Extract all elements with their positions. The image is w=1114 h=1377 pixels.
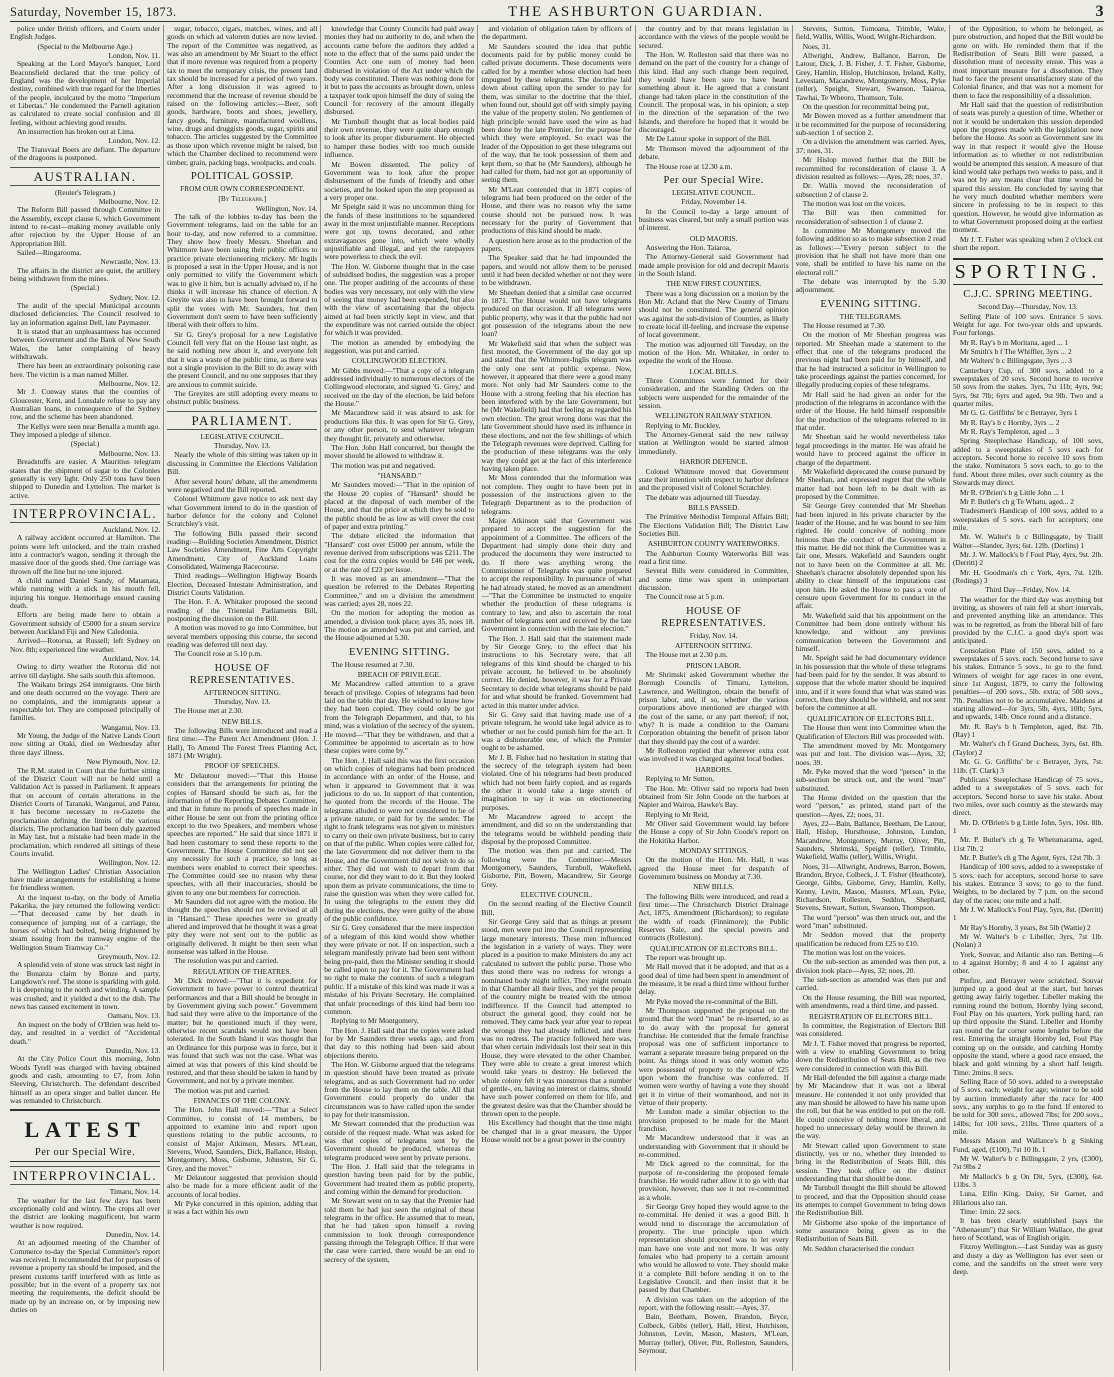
col1-dateline: Auckland, Nov. 14.	[102, 654, 161, 664]
col7-result: Mr W. Walter's b c Billingsgate, 2 yrs, (£300), 7st 9lbs 2	[952, 1153, 1103, 1172]
col1-intro: police under British officers, and Courts under English Judges.	[10, 25, 161, 42]
col6-paragraph: In committee, the Registration of Electors Bill was considered.	[795, 1020, 946, 1039]
col5-paragraph: Mr Lundon made a similar objection to the provision proposed to be made for the Maori franchise.	[638, 1107, 789, 1133]
col2-subhead: PROOF OF SPEECHES.	[204, 761, 280, 771]
col7-result: Mr R. Ray's b m Moritana, aged ... 1	[959, 337, 1069, 347]
col7-paragraph: Selling Race of 50 sovs. added to a sweepstake of 5 sovs. each; weight for age; winner to be sold by auction immediately after the race for 400 sovs., any surplus to go to the fund. If entered to be sold for 300 sovs., allowed 7lbs; for 200 sovs., 14lbs; for 100 sovs., 21lbs. Three quarters of a mile.	[952, 1076, 1103, 1136]
col1-dateline: Sydney, Nov. 12.	[109, 292, 161, 302]
col7-result: Mr. J. W. Mallock's b f Foul Play, 4yrs, 9st. 2lb. (Derritt) 2	[952, 549, 1103, 568]
col6-paragraph: Mr Hall defended the bill against a charge made by Mr Macandrew that it was not a liberal measure. He contended it not only provided that any man should be allowed to have his name upon the roll, but that he was entitled to put on the roll. He could conceive of nothing more liberal, and hoped no unnecessary delay would be thrown in the way.	[795, 1072, 946, 1141]
masthead-rule	[10, 21, 1104, 22]
col3-paragraph: The House resumed at 7.30.	[331, 659, 415, 669]
col1-paragraph: The affairs in the district are quiet, the artillery being withdrawn from the mines.	[10, 265, 161, 283]
col7-result: Mr. P. Butler's ch g The Agent, 6yrs, 12st 7lb. 3	[959, 852, 1101, 862]
house-reps-heading-2: HOUSE OF REPRESENTATIVES.	[661, 605, 767, 629]
col1-paragraph: Arrived—Rotorua, at Russell; left Sydney on Nov. 8th; experienced fine weather.	[10, 636, 161, 654]
col7-result: Mr. Walter's ch f Grand Duchess, 3yrs, 6st. 8lb. (Taylor) 2	[952, 739, 1103, 757]
col1-dateline: Dunedin, Nov. 14.	[105, 1229, 161, 1239]
col7-result: Mr P. Butler's ch g Te Whatu, aged... 2	[959, 496, 1074, 506]
col2-subhead: LEGISLATIVE COUNCIL.	[200, 431, 284, 441]
col5-paragraph: The motion was adjourned till Tuesday, on the motion of the Hon. Mr. Whitaker, in order to expedite the work of the House.	[638, 339, 789, 366]
col1-paragraph: The Wellington Ladies' Christian Association have made arrangements for establishing a home for friendless women.	[10, 866, 161, 893]
col5-subhead: LOCAL BILLS.	[689, 366, 738, 376]
col7-paragraph: It has been clearly established (says the "Athenaeum") that Sir William Wallace, the great hero of Scotland, was of English origin.	[952, 1216, 1103, 1243]
col3-paragraph: The Hon. J. Hall said that the telegrams in question having been paid for by the public, Government had treated them as public property, and coming within the demand for production.	[324, 1162, 475, 1197]
col6-subhead: QUALIFICATION OF ELECTORS BILL.	[807, 713, 935, 723]
col6-paragraph: Mr. Seddon characterised the conduct	[802, 1243, 915, 1253]
col1-paragraph: It is stated that an unpleasantness has occurred between Government and the Bank of New South Wales, the latter complaining of heavy withdrawals.	[10, 327, 161, 362]
col7-result: Mr J. W. Mallock's Foul Play, 5yrs, 8st. (Derritt) 1	[952, 905, 1103, 923]
col5-paragraph: Bain, Beetham, Bowen, Brandon, Bryce, Colbeck, Gibbs (teller), Hall, Hirst, Hutchison, Johnston, Levin, Mason, Masters, M'Lean, Murray (teller), Oliver, Pitt, Rolleston, Saunders, Seymour,	[638, 1312, 789, 1355]
col4-paragraph: Mr Sheehan denied that a similar case occurred in 1871. The House would not have telegrams produced on that occasion. If all telegrams were public property, why was it that the public had not got possession of the telegrams about the new loan?	[481, 287, 632, 339]
col2-paragraph: Mr Pyke concurred in this opinion, adding that it was a fact within his own	[167, 1199, 318, 1217]
col6-paragraph: The House resumed at 7.30.	[802, 321, 886, 330]
col5-paragraph: The Ashburton County Waterworks Bill was read a first time.	[638, 548, 789, 566]
col5-paragraph: Mr Shrimski asked Government whether the Borough Councils of Timaru, Lyttelton, Lawrence, and Wellington, obtain the benefit of prison labor, and, if so, whether the various corporations above mentioned are charged with the cost of the same, or any part thereof; if not, why? It is made a condition to the Oamaru Corporation obtaining the benefit of prison labor that they should pay the cost of a warder.	[638, 670, 789, 746]
col5-paragraph: Mr Rolleston replied that wherever extra cost was involved it was charged against local bodies.	[638, 746, 789, 764]
col7-paragraph: Spring Steeplechase Handicap, of 100 sovs, added to a sweepstakes of 5 sovs each for acceptors. Second horse to receive 10 sovs from the stake. Nominators 5 sovs each, to go to the fund. About three miles, over such country as the Stewards may direct.	[952, 436, 1103, 488]
col5-subhead: WELLINGTON RAILWAY STATION.	[655, 411, 773, 421]
col4-subhead: ELECTIVE COUNCIL.	[520, 890, 593, 900]
col7-result: Mr Smith's b f The Whiffler, 3yrs ... 2	[959, 347, 1072, 356]
col5-subhead: NEW BILLS.	[693, 882, 735, 892]
col6-paragraph: The House then went into Committee when the Qualification of Electors Bill was proceeded with.	[795, 723, 946, 741]
col7-paragraph: Mr Hall said that the question of redistribution of seats was purely a question of time. Whether or not it would be undertaken this session depended upon the progress made with the legislation now before the House. As soon as Government saw its way in that respect it would give the House information as to whether or not redistribution would be attempted this session. A measure of that kind would take perhaps two weeks to pass, and it was not by any means clear that time would be spared this session. He concluded by saying that he very much doubted whether members were sincere in professing to be in respect to this question. However, he would give information as to what Government proposed doing at the earliest moment.	[952, 100, 1103, 235]
col5-date: Friday, November 14.	[681, 197, 747, 207]
col5-subhead: OLD MAORIS.	[689, 233, 738, 243]
col7-paragraph: Consolation Plate of 150 sovs, added to a sweepstakes of 5 sovs. each. Second horse to save his stakes. Entrance 5 sovs., to go to the fund. Winners of weight for age races in one event, since 1st August, 1879, to carry the following penalties—of 200 sovs., 5lb. extra; of 500 sovs., 7lb. Penalties not to be accumulative. Maidens at starting allowed—for 3yrs, 5lb, 4yrs, 10lb; 5yrs, and upwards, 14lb. Once round and a distance.	[952, 645, 1103, 722]
col2-subhead: FINANCES OF THE COLONY.	[193, 1095, 291, 1105]
col7-paragraph: The weather for the third day was anything but inviting, as showers of rain fell at short intervals, and prevented anything like an attendance. This was to be regretted, as from the liberal bill of fare provided by the C.J.C. a good day's sport was anticipated.	[952, 594, 1103, 646]
col4-paragraph: Sir George Grey said that as things at present stood, men were put into the Council representing large monetary interests. These men influenced the legislation in a variety of ways. They were placed in a position to make Ministers do any act calculated to subvert the public purse. Those who thus stood there was no redress for wrongs a nominated body might inflict. They might remain in that Chamber all their lives, and yet the people of the country might be treated with the utmost indifference. If the Council had attempted to obstruct the general good, they could not be removed. They came back year after year to repeat the wrongs they had already inflicted, and there was no redress. The practice followed here was, that when certain individuals lost their seat in this House, they were elevated to the other Chamber. They were able to create a great interest which would take years to destroy. He believed the whole colony felt it was monstrous that a number of gentle-, en, having no interest or claims, should have such power conferred on them for life, and the greatest desire was that the Chamber should be thrown open to the people.	[481, 917, 632, 1118]
col7-result: Mr. R. Ray's b h Templeton, aged, 8st. 7lb. (Ray) 1	[952, 721, 1103, 740]
per-special-wire-heading: Per our Special Wire.	[34, 1147, 136, 1159]
parliament-heading: PARLIAMENT.	[167, 411, 317, 430]
col1-dateline: Newcastle, Nov. 13.	[100, 257, 161, 267]
column-1	[10, 25, 164, 1371]
col1-dateline: Timaru, Nov. 14.	[109, 1187, 161, 1197]
col7-paragraph: Tradesmen's Handicap of 100 sovs, added to a sweepstakes of 5 sovs. each for acceptors; one mile.	[952, 506, 1103, 532]
col1-paragraph: The Reform Bill passed through Committee in the Assembly, except clause 6, which Government intend to re-cast—making money available only after rejection by the Upper House of an Appropriation Bill.	[10, 205, 161, 248]
col6-paragraph: Noes, 31—Allwright, Andrews, Barron, Bowen, Brandon, Bryce, Colbeck, J. T. Fisher (Heathcote), George, Gibbs, Gisborne, Grey, Hamlin, Kelly, Kenny, Levin, Mason, Masters, M'Lean, Pyke, Richardson, Rolleston, Seddon, Shephard, Stevens, Stewart, Sutton, Swanson, Thompson.	[795, 861, 946, 913]
col1-dateline: London, Nov. 11.	[108, 51, 161, 61]
col6-paragraph: The word "person" was then struck out, and the word "man" substituted.	[795, 912, 946, 931]
col6-paragraph: On the question for recommittal being put,	[802, 102, 929, 112]
col5-date: Friday, Nov. 14.	[689, 630, 738, 640]
col2-paragraph: The resolution was put and carried.	[174, 956, 279, 966]
col2-subhead: REGULATION OF THEATRES.	[192, 966, 292, 976]
col5-paragraph: Several Bills were considered in Committee, and some time was spent in unimportant discussion.	[638, 566, 789, 592]
col6-subhead: REGISTRATION OF ELECTORS BILL.	[809, 1011, 933, 1021]
col1-dateline: Dunedin, Nov. 13.	[105, 1045, 161, 1055]
col3-paragraph: The Hon. J. Hall said that the copies were asked for by Mr Saunders three weeks ago, and from that day to this nothing had been said about objections thereto.	[324, 1025, 475, 1060]
col6-paragraph: Mr. Speight said he had documentary evidence in his possession that the whole of these telegrams had been paid for by the sender. It was absurd to suppose that the whole matter should be inquired into, and if it were found that what was stated was correct, then they should be withheld, and not sent before the committee at all.	[795, 653, 946, 713]
column-7	[953, 25, 1106, 1371]
col3-paragraph: Mr Macandrew said it was absurd to ask for productions like this. It was open for Sir G. Grey, or any other person, to send whatever telegram they thought fit, privately and otherwise.	[324, 408, 475, 443]
col3-paragraph: It was moved as an amendment—"That the question be referred to the Debates Reporting Committee," and on a division the amendment was carried; ayes 28, noes 22.	[324, 574, 475, 609]
column-4	[481, 25, 635, 1371]
col5-paragraph: Three Committees were formed for their consideration, and the Standing Orders on the subjects were suspended for the remainder of the session.	[638, 376, 789, 411]
col2-paragraph: Nearly the whole of this sitting was taken up in discussing in Committee the Elections Validation Bill.	[167, 450, 318, 477]
col7-result: Mr R. O'Brien's b g Little John ... 1	[959, 487, 1065, 497]
col1-dateline: Oamaru, Nov. 13.	[107, 1011, 161, 1021]
col2-paragraph: The Council rose at 5.10 p.m.	[174, 649, 262, 659]
col1-paragraph: Sailed—Ringarooma.	[17, 247, 82, 257]
col2-paragraph: sugar, tobacco, cigars, matches, wines, and all goods on which ad valorem duties are now levied. The report of the Committee was negatived, as was also an amendment by Mr Stuart to the effect that if more revenue was required from a property tax to meet the temporary crisis, the present land tax should be increased for a period of two years. After a long discussion it was agreed to recommend that the increase of revenue should be raised on the following articles:—Beer, soft goods, hardware, boots and shoes, jewellery, fancy goods, furniture, manufactured woollens, wine, drugs and druggists goods, sugar, spirits and tobacco. The articles suggested by the Committee as those upon which revenue might be raised, but which the Chamber declined to recommend were timber, grain, packing bags, woolpacks, and coals.	[167, 25, 318, 167]
col5-paragraph: Answering the Hon. Taiaroa,	[645, 242, 731, 252]
col1-paragraph: Speaking at the Lord Mayor's banquet, Lord Beaconsfield declared that the true policy of England was the development of her Imperial destiny, combined with true regard for the liberties of the people, inculcated by the motto "Imperium et Libertas." He condemned the Parnell agitation as calculated to create social confusion and ill feeling, without achieving good results.	[10, 59, 161, 127]
col6-paragraph: On the motion of Mr Sheehan progress was reported. Mr Sheehan made a statement to the effect that one of the telegrams produced the previous night had been paid for by himself, and that he had instructed a solicitor in Wellington to take proceedings against the parties concerned, for illegally producing copies of these telegrams.	[795, 330, 946, 390]
col6-paragraph: The debate was interrupted by the 5.30 adjournment.	[795, 276, 946, 295]
col6-paragraph: The Bill was then committed for reconsideration of subsection 1 of clause 2.	[795, 208, 946, 226]
col5-paragraph: The Attorney-General said the new railway station at Wellington would be started almost immediately.	[638, 430, 789, 456]
masthead-title: THE ASHBURTON GUARDIAN.	[508, 3, 765, 20]
col1-special: (Special.)	[70, 439, 100, 449]
latest-heading: LATEST	[24, 1117, 146, 1143]
col2-paragraph: The following Bills were introduced and read a first time:—The Patent Act Amendment (Hon. J. Hall), To Amend The Forest Trees Planting Act, 1871 (Mr Wright).	[167, 726, 318, 761]
col7-paragraph: Luna, Elfin King, Daisy, Sir Garnet, and Hilarious also ran.	[952, 1189, 1103, 1207]
col6-paragraph: The amendment moved by Mr. Montgomery was put and lost. The division was—Ayes, 32; noes, 39.	[795, 740, 946, 767]
col4-paragraph: Sir G. Grey said that having made use of a private telegram, he would take legal advice as to whether or not he could punish him for the act. It was a dishonorable one, of which the Premier ought to be ashamed.	[481, 709, 632, 753]
col7-paragraph: Selling Plate of 100 sovs. Entrance 5 sovs. Weight for age. For two-year olds and upwards. Four furlongs.	[952, 311, 1103, 338]
col1-dateline: Melbourne, Nov. 12.	[98, 196, 161, 206]
col2-date: Thursday, Nov. 13.	[214, 441, 271, 451]
col3-subhead: "HANSARD."	[377, 470, 422, 480]
col2-paragraph: The following Bills passed their second reading:—Building Societies Amendment, District Law Societies Amendment, Fine Arts Copyright Amendment, City of Auckland Loans Consolidated, Waimenga Racecourse.	[167, 528, 318, 571]
col6-paragraph: Mr Wakefield deprecated the course pursued by Mr Sheehan, and expressed regret that the whole matter had not been left to be dealt with as proposed by the Committee.	[795, 466, 946, 501]
col6-paragraph: The sub-section as amended was then put and carried.	[795, 975, 946, 993]
col6-paragraph: Mr. Pyke moved that the word "person" in the sub-section be struck out, and the word "man" substituted.	[795, 766, 946, 793]
col6-paragraph: On the House resuming, the Bill was reported, with amendments, read a third time, and passed.	[795, 992, 946, 1011]
col1-paragraph: The audit of the special Municipal accounts disclosed deficiencies. The Council resolved to lay an information against Dell, late Paymaster.	[10, 300, 161, 327]
col2-subhead: NEW BILLS.	[221, 716, 263, 726]
col1-paragraph: At an adjourned meeting of the Chamber of Commerce to-day the Special Committee's report was received. It recommended that for purposes of revenue a property tax should be imposed, and the present customs tariff interfered with as little as possible; but in the event of a property tax not meeting the requirements, the deficit should be made up by an increase on, or by imposing new duties on	[10, 1238, 161, 1315]
col2-paragraph: The Hon. F. A. Whitaker proposed the second reading of the Triennial Parliaments Bill, postponing the discussion on the Bill.	[167, 597, 318, 623]
col3-subhead: COLLINGWOOD ELECTION.	[351, 356, 447, 366]
col2-paragraph: Third readings—Wellington Highway Boards Election, Deceased Intestate Administration, and District Courts Validation.	[167, 571, 318, 597]
col2-paragraph: The motion was put and carried.	[174, 1085, 270, 1095]
interprovincial-heading-2: INTERPROVINCIAL.	[10, 1166, 160, 1185]
col2-paragraph: After several hours' debate, all the amendments were negatived and the Bill reported.	[167, 476, 318, 494]
col7-result: Mr. W. Walter's b c Billingsgate, by Traill Walter—Slander, 3yrs; 6st. 12lb. (Dorlins) 1	[952, 532, 1103, 550]
col7-paragraph: of the Opposition, to whom he belonged, as pure obstruction, and hoped that the Bill would be gone on with. He reminded them that if the Redistribution of Seats Bill were passed, a dissolution must of necessity ensue. This was a most important measure for a dissolution. They had to face the present unsatisfactory state of the Colonial finance, and that was not a moment for them to face the responsibility of a dissolution.	[952, 25, 1103, 100]
col6-paragraph: Allwright, Andrew, Ballance, Barron, De Latour, Dick, J. B. Fisher, J. T. Fisher, Gisborne, Grey, Hamlin, Hislop, Hutchinson, Ireland, Kelly, Levestam, Macandrew, Montgomery, Moss, Pyke (teller), Speight, Stewart, Swanson, Taiaroa, Tawhai, Te Wheoro, Thomson, Tole.	[795, 51, 946, 102]
col2-paragraph: The Greyites are still adopting every means to obstruct public business.	[167, 389, 318, 407]
col5-subhead: BILLS PASSED.	[688, 502, 740, 512]
col3-paragraph: Sir G. Grey considered that the mere inspection of a telegram of this kind would show whether they were private or not. If on inspection, such a telegram manifestly private had been sent without being pre-paid, then the Minister sending it should be called upon to pay for it. The Government had no right to make the contents of such a telegram public. If a mistake of this kind was made it was a mistake of his Private Secretary. He complained that unfair proceedings of this kind had been too common.	[324, 923, 475, 1016]
col5-paragraph: The report was brought up.	[645, 953, 726, 963]
col6-paragraph: Mr Sheehan said he would nevertheless take legal proceedings in the matter. He was afraid he would have to proceed against the officer in charge of the department.	[795, 432, 946, 467]
col3-paragraph: Mr Gibbs moved:—"That a copy of a telegram addressed individually to numerous electors of the Collingwood electorate, and signed 'G. Grey,' and received on the day of the election, be laid before the House."	[324, 365, 475, 409]
col5-subhead: THE NEW FIRST COUNTIES.	[666, 279, 762, 289]
col5-subhead: LEGISLATIVE COUNCIL.	[671, 187, 756, 197]
col1-paragraph: Mr J. Conway states that the counties of Gloucester, Kent, and Lonsdale refuse to pay any Australian loans, in consequence of the Sydney row, and the scheme has been abandoned.	[10, 387, 161, 422]
col5-paragraph: Mr De Latour spoke in support of the Bill.	[645, 134, 771, 144]
page-number: 3	[1095, 3, 1104, 20]
col3-paragraph: The Hon. W. Gisborne thought that in the case of subsidised bodies, the suggestion was a proper one. The proper auditing of the accounts of these bodies was very necessary, not only with the view of seeing that money had been expended, but also with the view of ascertaining that the objects aimed at had been strictly kept in view, and that the expenditure was not carried outside the object for which it was provided.	[324, 261, 475, 338]
col1-dateline: Melbourne, Nov. 13.	[98, 448, 161, 458]
col5-paragraph: A division was taken on the adoption of the report, with the following result:—Ayes, 37.	[638, 1294, 789, 1313]
cjc-meeting-heading: C.J.C. SPRING MEETING.	[963, 289, 1093, 301]
col5-paragraph: Mr Hall moved that it be adopted, and that as a good deal of time had been spent in amendment of the measure, it be read a third time without further delay.	[638, 962, 789, 997]
col1-dateline: London, Nov. 12.	[108, 136, 161, 146]
col1-paragraph: The Waikato brings 264 immigrants. One birth and one death occurred on the voyage. There are no complaints, and the immigrants appear a respectable lot. They are composed principally of families.	[10, 680, 161, 723]
col6-paragraph: Mr J. T. Fisher moved that progress be reported, with a view to enabling Government to bring down the Redistribution of Seats Bill, as the two were considered in connection with this Bill.	[795, 1038, 946, 1073]
col5-paragraph: Mr Macandrew understood that it was an understanding with Government that it should be re-committed.	[638, 1133, 789, 1159]
col1-paragraph: The Transvaal Boers are defiant. The departure of the dragoons is postponed.	[10, 144, 161, 163]
col7-result: Messrs Mason and Wallance's b g Sinking Fund, aged, (£100), 7st 10 lb. 1	[952, 1136, 1103, 1154]
col5-paragraph: Sir George Grey hoped they would agree to the re-committal. He denied it was a good Bill. It would tend to discourage the accumulation of property. The true principle upon which representation should proceed was to let every man have one vote and not more. It was only females who had property to a certain amount who would be allowed to vote. They should make it a complete Bill before sending it on to the Legislative Council, and then insist that it be passed by that Chamber.	[638, 1202, 789, 1295]
col6-subhead: THE TELEGRAMS.	[839, 311, 902, 321]
col4-paragraph: Mr M'Lean contended that in 1871 copies of telegrams had been produced on the order of the House, and there was no reason why the same course should not be pursued now. It was necessary for the purity of Government that productions of this kind should be made.	[481, 184, 632, 236]
col1-special: (Special.)	[70, 283, 100, 293]
col7-result: Mr R. Ray's b c Hornby, 3yrs ... 2	[959, 417, 1060, 427]
col7-result: Mr W. Walter's b c Libeller, 3yrs, 7st 1lb. (Nolan) 3	[952, 932, 1103, 950]
col1-paragraph: Owing to dirty weather the Rotorua did not arrive till daylight. She sails south this afternoon.	[10, 662, 161, 680]
col3-paragraph: Mr Stewart contended that the production was outside of the request made. What was asked for was that copies of telegrams sent by the Government should be produced, whereas the telegrams produced were sent by private persons.	[324, 1119, 475, 1162]
col2-paragraph: Mr Dick moved:—"That it is expedient for Government to have power to control theatrical performances and that a Bill should be brought in by Government giving such power." Government had said they were alive to the importance of the matter; but he questioned much if they were, otherwise recent scandals would not have been tolerated. In the South Island it was thought that an Ordinance for this purpose was in force, but it was found that such was not the case. What was aimed at was that powers of this kind should be restored, and that these should be taken in hand by Government, and not by a private member.	[167, 976, 318, 1086]
col7-paragraph: Fitzroy Wellington.—Last Sunday was as gusty and dusty a day as Wellington has ever seen or come, and the sandrifts on the street were very deep.	[952, 1242, 1103, 1277]
col3-subhead: BREACH OF PRIVILEGE.	[357, 670, 441, 680]
per-special-wire-heading-2: Per our Special Wire.	[663, 174, 764, 186]
col4-paragraph: The motion was then put and carried. The following were the Committee:—Messrs Montgomery, Saunders, Turnbull, Wakefield, Gisborne, Pitt, Bowen, Macandrew, Sir George Grey.	[481, 846, 632, 889]
col5-paragraph: The Hon. W. Rolleston said that there was no demand on the part of the country for a change of this kind. Had any such change been required, they would have been sure to have heard something about it. He agreed that a constant change had taken place in the constitution of the Council. The proposal was, in his opinion, a step in the direction of the separation of the two Islands, and therefore he hoped that it would be discouraged.	[638, 50, 789, 135]
col3-paragraph: Mr Macandrew called attention to a grave breach of privilege. Copies of telegrams had been laid on the table that day. He wished to know how they had been copied. They could only be got from the Telegraph Department, and that, to his mind, was a violation of the secrecy of the system. He moved—"That they be withdrawn, and that a Committee be appointed to ascertain as to how these copies were come by."	[324, 679, 475, 756]
col1-paragraph: An insurrection has broken out at Lima.	[17, 127, 136, 137]
col7-result: Mr G. G. Griffiths' br c Betrayer, 3yrs 1	[959, 408, 1078, 418]
col2-paragraph: Colonel Whitmore gave notice to ask next day what Government intend to do in the question of harbor defence for the colony and Colonel Scratchley's visit.	[167, 494, 318, 529]
col4-paragraph: The Hon. J. Hall said that the statement made by Sir George Grey, to the effect that his instructions to his Secretary were, that all telegrams of this kind should be charged to his private account, he believed to be absolutely correct. He denied, however, it was for a Private Secretary to decide what telegrams should be paid for and what should be franked. Government had acted in this matter under advice.	[481, 633, 632, 710]
column-3	[324, 25, 478, 1371]
col5-subhead: MONDAY SITTINGS.	[679, 845, 749, 855]
col5-paragraph: In the Council to-day a large amount of business was cleared, but only a small portion was of interest.	[638, 206, 789, 233]
evening-sitting-heading-2: EVENING SITTING.	[820, 298, 922, 310]
col3-paragraph: The Hon. W. Gisborne argued that the telegrams in question should have been treated as private telegrams, and as such Government had no order from the House to lay them on the table. All that Government could properly do under the circumstances was to have called upon the sender to pay for their transmission.	[324, 1059, 475, 1119]
col2-paragraph: A motion was moved to go into Committee, but several members opposing this course, the second reading was deferred till next day.	[167, 623, 318, 650]
masthead	[10, 4, 1104, 20]
col1-paragraph: A railway accident occurred at Hamilton. The points were left unlocked, and the train crashed into a contractor's wagon, sending it through the massive door of the goods shed. One carriage was thrown off the line but no one injured.	[10, 533, 161, 576]
interprovincial-heading: INTERPROVINCIAL.	[10, 504, 160, 523]
col2-paragraph: Sir G. Grey's proposal for a new Legislative Council fell very flat on the House last night, as he said nothing new about it, and everyone felt that it was a waste of the public time, as there was not a single provision in the Bill to do away with the present Council, and no one supposes that they are anxious to commit suicide.	[167, 329, 318, 389]
col6-paragraph: Sir George Grey contended that Mr Sheehan had been injured in his private character by the leader of the House, and he was bound to see him righted. He could conceive of nothing more heinous than the conduct of the Government in this matter. He did not think the Committee was a fair one, Messrs. Wakefield and Saunders ought not to have been on the Committee at all. Mr. Sheehan's character absolutely depended upon his ability to clear himself of the imputations cast upon him. He asked the House to pass a vote of censure upon Government for its conduct in the affair.	[795, 501, 946, 611]
evening-sitting-heading: EVENING SITTING.	[348, 646, 450, 658]
col3-paragraph: Mr Saunders moved:—"That in the opinion of the House 20 copies of "Hansard" should be placed at the disposal of each member of the House, and that the price at which they be sold to the public should be as low as will cover the cost of paper and extra printing."	[324, 480, 475, 531]
col5-paragraph: The Attorney-General said Government had made ample provision for old and decrepit Maoris in the South Island.	[638, 252, 789, 278]
col4-paragraph: His Excellency had thought that the time might be changed that in a great measure, the Upper House would not be a great power in the country	[481, 1118, 632, 1145]
col7-paragraph: Canterbury Cup, of 300 sovs, added to a sweepstakes of 20 sovs. Second horse to receive 50 sovs from the stakes. 3yrs, 7st 11b; 4yrs, 9st; 5yrs, 9st 7lb; 6yrs and aged, 9st 9lb. Two and a quarter miles.	[952, 365, 1103, 409]
col5-subhead: ASHBURTON COUNTY WATERWORKS.	[647, 539, 780, 549]
column-2	[167, 25, 321, 1371]
col3-paragraph: The Hon. J. Hall said this was the first occasion on which copies of telegrams had been produced in accordance with an order of the House, and when it appeared to Government that it was judicious to do so. In support of that contention, he quoted from the records of the House. The telegrams alluded to were not considered to be of a private nature, or paid for by the sender. The right to frank telegrams was not given to ministers to carry on their own private business, but to carry on that of the public. When copies were called for, the late Government did not deliver them to the House, and the Government did not wish to do so either. They did not wish to depart from that course, nor did they want to do it. But they looked upon them as private communications, the time to raise the question was when they were called for. In using the telegraphs to the extent they did during the elections, they were guilty of the abuse of the public confidence.	[324, 755, 475, 924]
col2-date: Thursday, Nov. 13.	[214, 697, 271, 707]
col1-dateline: Wellington, Nov. 12.	[98, 858, 161, 868]
col6-paragraph: Mr. Wakefield said that his appointment on the Committee had been done entirely without his knowledge, and without any previous communication between the Government and himself.	[795, 610, 946, 654]
col4-paragraph: Mr J. B. Fisher had no hesitation in stating that the secrecy of the telegraph system had been violated. One of his telegrams had been produced which had not been fairly copied, and as regards the other it would take a large stretch of imagination to say it was on electioneering purposes.	[481, 752, 632, 812]
col2-subhead: [By Telegraph.]	[218, 194, 267, 204]
column-6	[796, 25, 950, 1371]
political-gossip-heading: POLITICAL GOSSIP.	[190, 170, 294, 182]
col4-paragraph: A question here arose as to the production of the papers.	[481, 235, 632, 253]
col5-paragraph: The Primitive Methodist Temporal Affairs Bill; The Elections Validation Bill; The District Law Societies Bill.	[638, 512, 789, 538]
col5-paragraph: The Council rose at 5 p.m.	[645, 592, 725, 602]
col5-paragraph: The House rose at 12.30 a.m.	[645, 161, 733, 171]
col2-paragraph: The Hon. John Hall moved:—"That a Select Committee, to consist of 14 members, be appointed to examine into and report upon questions relating to the public accounts, to consist of Major Atkinson, Messrs. M'Lean, Stevens, Wood, Saunders, Dick, Ballance, Hislop, Montgomery, Moss, Gisborne, Johnston, Sir G. Grey, and the mover."	[167, 1105, 318, 1173]
col1-paragraph: A child named Daniel Sandy, of Matamata, while running with a stick in his mouth fell, injuring his tongue. Hemorrhage ensued causing death.	[10, 575, 161, 610]
col7-result: Mr R. Ray's Templeton, aged ... 3	[959, 427, 1060, 437]
col3-paragraph: The debate elicited the information that "Hansard" cost over £5000 per annum, while the revenue derived from subscriptions was £211. The cost for the extra copies would be £46 per week, or at the rate of £23 per issue.	[324, 531, 475, 574]
col7-result: Mr. G. G. Griffiths' br c Betrayer, 3yrs, 7st. 11lb. (T. Clark) 3	[952, 757, 1103, 775]
col2-paragraph: Mr Delautour moved:—"That this House considers that the arrangements for printing the copies of Hansard should be such as, for the information of the Reporting Debates Committee, and that in future no proofs of speeches made in either House be sent out from the printing office except to the two Speakers, and members whose speeches are reported." He said that since 1871 it had been customary to send these reports to the Government. The House Committee did not see any necessity for such a practice, so long as members were enabled to correct their speeches. The Committee could see no reason why these speeches, with all their inaccuracies, should be given to any one but members for correction.	[167, 770, 318, 897]
col5-paragraph: the country and by that means legislation in accordance with the views of the people would be secured.	[638, 25, 789, 50]
col5-paragraph: Replying to Mr Sutton,	[645, 774, 715, 784]
col7-result: Mr. H. Goodman's ch c York, 4yrs, 7st. 12lb. (Redings) 3	[952, 567, 1103, 585]
australian-heading: AUSTRALIAN.	[10, 167, 160, 186]
col3-paragraph: The motion as amended by embodying the suggestion, was put and carried.	[324, 337, 475, 356]
col6-paragraph: The motion was lost on the voices.	[802, 198, 906, 208]
col1-paragraph: A splendid vein of stone was struck last night in the Bonanza claim by Bonze and party, Langdown's reef. The stone is sparkling with gold. It is deepening to the north and winding. A sample was crushed, and it yielded a dwt to the dish. The news has caused excitement in town.	[10, 960, 161, 1012]
col5-paragraph: The debate was adjourned till Tuesday.	[645, 492, 761, 502]
page-columns	[10, 25, 1106, 1371]
col6-paragraph: Mr Hall said he had given an order for the production of the telegrams in accordance with the order of the House. He held himself responsible for the production of the telegrams referred to in that order.	[795, 389, 946, 433]
col1-dateline: Wanganui, Nov. 13.	[101, 722, 161, 732]
col7-date: Third Day—Friday, Nov. 14.	[985, 585, 1071, 595]
col1-dateline: Greymouth, Nov. 12.	[97, 952, 161, 962]
col4-paragraph: Mr Moss contended that the information was not complete. They ought to have been put in possession of the instructions given to the Telegraph Department as to the production of telegrams.	[481, 473, 632, 516]
col6-paragraph: Mr Bowen moved as a further amendment that it be recommitted for the purpose of reconsidering sub-section 1 of section 2.	[795, 111, 946, 138]
col1-paragraph: At the City Police Court this morning, John Woods Tyrell was charged with having obtained goods and cash, amounting to £7, from John Sleeving, Christchurch. The defendant described himself as an opera singer and ballet dancer. He was remanded to Christchurch.	[10, 1054, 161, 1105]
col2-paragraph: Mr Saunders did not agree with the motion. He thought the speeches should not be revised at all in "Hansard." These speeches were so greatly altered and improved that he thought it was a great pity they were not sent out to the public as originally delivered. It might be then seen what nonsense was talked in the House.	[167, 896, 318, 957]
col6-paragraph: Mr Stewart called upon Government to state distinctly, yes or no, whether they intended to bring in the Redistribution of Seats Bill, this session. They took office on the distinct understanding that that should be done.	[795, 1140, 946, 1184]
col3-paragraph: Mr Speight said it was no uncommon thing for the funds of these institutions to be squandered away in the most unjustifiable manner. Receptions were got up, towns decorated, and other extravagances gone into, which were wholly unjustifiable and illegal, and yet the ratepayers were powerless to check the evil.	[324, 202, 475, 262]
col4-paragraph: Major Atkinson said that Government was prepared to accept the suggestion for the appointment of a Committee. The officers of the Department had simply done their duty and produced the documents they were instructed to do. If there was anything wrong the Commissioner of Telegraphs was quite prepared to accept the responsibility. In pursuance of what he had already stated, he moved as an amendment—"That the Committee be instructed to enquire whether the production of these telegrams is contrary to law, and also to ascertain the total number of telegrams sent and received by the late Government in connection with the late election."	[481, 515, 632, 634]
col3-paragraph: Mr Turnbull thought that as local bodies paid their own revenue, they were quite sharp enough to look after its proper disbursement. He objected to hamper these bodies with too much outside influence.	[324, 116, 475, 160]
col5-subhead: HARBORS.	[695, 764, 733, 774]
col7-result: Mr Ray's Hornby, 3 years, 8st 5lb (Wattie) 2	[959, 922, 1091, 932]
col7-paragraph: Time: 1min. 22 secs.	[959, 1207, 1022, 1217]
masthead-date: Saturday, November 15, 1873.	[10, 4, 177, 19]
column-5	[639, 25, 793, 1371]
col2-dateline: Wellington, Nov. 14.	[255, 203, 318, 213]
col5-paragraph: On the motion of the Hon. Mr. Hall, it was agreed the House meet for despatch of Government business on Monday at 7.30.	[638, 855, 789, 881]
col3-paragraph: Mr Stewart went on to say that the Premier had told them he had just seen the original of these telegrams in the office. He assumed that to mean, that he had taken upon himself a roving commission to look through correspondence passing through the Telegraph Office. If that were the case were carried, there would be an end to secrecy of the system,	[324, 1196, 475, 1264]
col1-paragraph: There has been an extraordinary poisoning case here. The victim is a man named Miller.	[10, 361, 161, 379]
col7-result: Mr Mallock's b g On Dit, 5yrs, (£300), 6st. 11lbs. 3	[952, 1171, 1103, 1189]
col2-subhead: AFTERNOON SITTING.	[203, 687, 281, 697]
col4-paragraph: The Speaker said that he had impounded the papers, and would not allow them to be perused until it had been decided whether or not they were to be withdrawn.	[481, 253, 632, 288]
col6-paragraph: Stevens, Sutton, Tomoana, Trimble, Wake, field, Wallis, Willis, Wood, Wright-Richardson.	[795, 25, 946, 42]
col5-paragraph: Mr Pyke moved the re-committal of the Bill.	[645, 996, 778, 1006]
col5-paragraph: The following Bills were introduced, and read a first time:—The Christchurch District Drainage Act, 1875, Amendment (Richardson); to regulate the width of roads (Finnimore); the Public Reserves Sale, and the special powers and contracts (Rolleston).	[638, 891, 789, 943]
col1-dateline: Melbourne, Nov. 12.	[98, 379, 161, 389]
col6-paragraph: Mr Seddon moved that the property qualification be reduced from £25 to £10.	[795, 930, 946, 948]
col6-paragraph: Ayes, 22—Bain, Ballance, Beetham, De Latour, Hall, Hislop, Hursthouse, Johnston, Lundon, Macandrew, Montgomery, Murray, Oliver, Pitt, Saunders, Shrimski, Speight (teller), Trimble, Wakefield, Wallis (teller), Willis, Wright.	[795, 818, 946, 862]
col1-paragraph: The R.M. stated in Court that the further sitting of the District Court will not be held until a Validation Act is passed in Parliament. It appears that on account of certain alterations in the District Courts of Taranaki, Wanganui, and Patea, it has become necessary to re-Gazette the proclamation defining the limits of the various districts. The proclamation had been duly gazetted in May last, but a mistake had been made in the proclamation, which rendered all sittings of these Courts invalid.	[10, 765, 161, 858]
col1-paragraph: Breadstuffs are easier. A Mauritius telegram states that the shipment of sugar to the Colonies generally is very light. Only 250 tons have been shipped to Dunedin and Lyttelton. The market is active.	[10, 457, 161, 500]
sporting-heading: SPORTING.	[953, 258, 1103, 285]
col5-paragraph: Colonel Whitmore moved that Government state their intention with respect to harbor defence and the proposed visit of Colonel Scratchley.	[638, 466, 789, 493]
col3-paragraph: On the motion for adopting the motion as amended, a division took place; ayes 35, noes 18. The motion as amended was put and carried, and the House adjourned at 5.30.	[324, 608, 475, 643]
col3-paragraph: The motion was put and negatived.	[331, 460, 436, 470]
col4-paragraph: Mr Wakefield said that when the subject was first mooted, the Government of the day got up and stated that the Whitmore-Inglis telegram was the only one sent at public expense. Now, however, it appeared that there were a good many more. Not only had Mr Saunders come to the House with a strong feeling that his election has been interfered with by the late Government, but he (Mr Wakefield) had that feeling as regarded his own election. The great wrong done was that the late Government should have used its influence in these elections, and not the few shillings of which the Telegraph revenues were deprived. Calling for the production of these telegrams was the only way they could get at the fact of this interference having taken place.	[481, 338, 632, 473]
col7-paragraph: Pinfire, and Betrayer were scratched. Souvar jumped up a good deal at the start, but horses getting away fairly together. Libeller making the running round the bottom, Hornby lying second, Foul Play on his quarters, York pulling hard, ran up third opposite the Stand. Libeller and Hornby ran round the far corner some lengths before the rest. Entering the straight Hornby led, Foul Play coming up on the outside, and catching Hornby opposite the stand, where a good race ensued, the black and gold winning by a short half length. Time: 2mins. 8 secs.	[952, 975, 1103, 1077]
col5-paragraph: Replying to Mr Reid,	[645, 809, 709, 819]
col7-result: Mr Walters' b c Billingsgate, 3yrs ... 3	[959, 356, 1072, 366]
col5-paragraph: Mr Oliver said Government would lay before the House a copy of Sir John Coode's report on the Hokitika Harbor.	[638, 818, 789, 845]
col4-paragraph: and violation of obligation taken by officers of the department.	[481, 25, 632, 42]
col1-paragraph: An inquest on the body of O'Brien was held to-day, and resulted in a verdict of "Accidental death."	[10, 1019, 161, 1046]
col6-paragraph: On the sub-section as amended was then put, a division took place—Ayes, 32; noes, 20.	[795, 957, 946, 975]
col6-paragraph: The motion was lost on the voices.	[802, 948, 906, 958]
col3-paragraph: Mr Bowen dissented. The policy of Government was to look after the proper disbursement of the funds of friendly and other societies, and he looked upon the step proposed as a very proper one.	[324, 159, 475, 202]
col5-paragraph: Replying to Mr. Buckley,	[645, 420, 721, 430]
col1-paragraph: The weather for the last few days has been exceptionally cold and wintry. The crops all over the district are looking magnificent, but warm weather is now required.	[10, 1195, 161, 1230]
col2-paragraph: The House met at 2.30.	[174, 706, 244, 716]
col5-paragraph: Mr Thompson supported the proposal on the ground that the word "man" be re-inserted, so as to do away with the proposal for general franchise. He contended that the female franchise proposal was one of sufficient importance to warrant a separate measure being prepared on the point. As things stood it was only women who were possessed of property to the value of £25 upon whom the franchise was conferred. If women were worthy of having a vote they should get it in virtue of their womanhood, and not in virtue of their property.	[638, 1006, 789, 1107]
col3-paragraph: knowledge that County Councils had paid away monies they had no authority to do, and when the accounts came before the auditors they added a note to the effect that of the sums paid under the Counties Act one sum of money had been disbursed in violation of the Act under which the body was constituted. There was nothing done for it but to pass the accounts as brought down, unless a taxpayer took upon himself the duty of suing the Council for recovery of the amount illegally disbursed.	[324, 25, 475, 117]
col7-date: Second Day—Thursday, Nov. 13.	[978, 302, 1078, 312]
house-reps-heading: HOUSE OF REPRESENTATIVES.	[189, 662, 295, 686]
col6-paragraph: On a division the amendment was carried. Ayes, 37; noes, 31.	[795, 137, 946, 155]
col1-paragraph: Efforts are being made here to obtain a Government subsidy of £5000 for a steam service between Auckland Fiji and New Caledonia.	[10, 610, 161, 636]
col7-paragraph: York, Souvar, and Atlantic also ran. Betting—6 to 4 against Hornby; 8 and 4 to 1 against any other.	[952, 949, 1103, 976]
col5-subhead: PRISON LABOR.	[686, 660, 742, 670]
col6-paragraph: Mr Turnbull thought the Bill should be allowed to proceed, and that the Opposition should cease its attempts to compel Government to bring down the Redistribution Bill.	[795, 1183, 946, 1218]
col1-paragraph: The Kellys were seen near Benalla a month ago. They imposed a pledge of silence.	[10, 421, 161, 440]
col1-paragraph: At the inquest to-day, on the body of Amelia Pakarika, the jury returned the following verdict:—"That deceased came by her death in consequence of jumping out of a carriage, the horses of which had bolted, being frightened by steam issuing from the tramway engine of the Wellington Steam Tramway Co."	[10, 892, 161, 952]
col7-paragraph: Handicap of 100 sovs, added to a sweepstake of 5 sovs. each for acceptors, second horse to save his stakes. Entrance 3 sovs; to go to the fund. Weights, to be declared by 7 p.m. on the second day of the races; one mile and a half.	[952, 862, 1103, 905]
col1-paragraph: Mr Young, the Judge of the Native Lands Court now sitting at Otaki, died on Wednesday after three days' illness.	[10, 731, 161, 757]
col6-paragraph: In committee Mr Montgomery moved the following addition so as to make subsection 2 read as follows:—"Every person subject to the provision that he shall not have more than one vote, shall be entitled to have his name on the electoral roll."	[795, 225, 946, 277]
col2-paragraph: Mr Delautour suggested that provision should also be made for a more efficient audit of the accounts of local bodies.	[167, 1172, 318, 1199]
col5-paragraph: Mr Thomson moved the adjournment of the debate.	[638, 143, 789, 162]
col5-subhead: QUALIFICATION OF ELECTORS BILL.	[650, 943, 778, 953]
col2-subhead: FROM OUR OWN CORRESPONDENT.	[180, 183, 305, 193]
col1-dateline: New Plymouth, Nov. 12.	[86, 757, 161, 767]
latest-box	[10, 1109, 160, 1162]
col5-subhead: AFTERNOON SITTING.	[675, 641, 753, 650]
col2-paragraph: The talk of the lobbies to-day has been the Government telegrams, laid on the table for an hour to-day, and now referred to a committee. They show how freely Messrs. Sheehan and Whitmore have been using their public offices to practice private electioneering trickery. Mr Ingils is proposed a seat in the Upper House, and is not only permitted to vilify the Government which was to give it him, but is actually advised to, if he thinks it will increase his chance of election. A Greyite was also to have been brought forward to split the votes with Mr. Saunders, but then Government don't seem to have been sufficiently liberal with their offers to him.	[167, 211, 318, 330]
col6-paragraph: The House divided on the question that the word "person," as printed, stand part of the question—Ayes, 22; noes, 31.	[795, 792, 946, 819]
col7-result: Mr. D. O'Brien's b g Little John, 5yrs, 10st. 8lb. 1	[952, 817, 1103, 835]
col6-paragraph: Dr. Wallis moved the reconsideration of subsection 2 of clause 2.	[795, 181, 946, 199]
col4-paragraph: Mr Macandrew agreed to accept the amendment, and did so on the understanding that the telegrams would be withheld pending their disposal by the proposed Committee.	[481, 811, 632, 846]
col7-result: Mr. P. Butler's ch g Te Whetumarama, aged, 11st 7lb. 2	[952, 835, 1103, 853]
col6-paragraph: Noes, 31.	[802, 41, 831, 51]
col5-subhead: HARBOR DEFENCE.	[679, 457, 748, 467]
col1-reuter: (Reuter's Telegram.)	[54, 187, 116, 197]
col1-special-melb: (Special to the Melbourne Age.)	[37, 41, 133, 51]
col7-paragraph: Publicans' Steeplechase Handicap of 75 sovs., added to a sweepstakes of 5 sovs. each for acceptors. Second horse to save his stake. About two miles, over such country as the stewards may direct.	[952, 774, 1103, 818]
col5-paragraph: The House met at 2.30 p.m.	[645, 650, 728, 660]
col5-paragraph: Mr Dick agreed to the committal, for the purpose of re-considering the proposed female franchise. He would rather allow it to go with that provision, however, than see it not re-committed as a whole.	[638, 1159, 789, 1202]
col5-paragraph: The Hon. Mr. Oliver said no reports had been obtained from Sir John Coode on the harbors at Napier and Wairoa, Hawke's Bay.	[638, 783, 789, 810]
col4-paragraph: Mr Saunders scouted the idea that public documents paid for by public money could be called private documents. These documents were called for by a member whose election had been impugned by these telegrams. The doctrine laid down about calling upon the sender to pay for them, was similar to the doctrine that the thief, when found out, should get off with simply paying the value of the property stolen. No gentlemen of high principle would have used the wire as had been done by the late Premier, for the purpose for which they were employed. So exact was the leader of the Opposition to get these telegrams out of the way, that he took possession of them and kept them, so that he (Mr Saunders), although he had called for them, had not got an opportunity of seeing them.	[481, 41, 632, 185]
col7-paragraph: Mr J. T. Fisher was speaking when 2 o'clock cut short the report.	[952, 234, 1103, 252]
col6-paragraph: Mr Hislop moved further that the Bill be recommitted for reconsideration of clause 3. A division resulted as follows:—Ayes, 28; noes, 37.	[795, 155, 946, 181]
col1-dateline: Auckland, Nov. 12.	[102, 524, 161, 534]
col3-paragraph: The Hon. John Hall concurred, but thought the mover should be allowed to withdraw it.	[324, 442, 475, 461]
col6-paragraph: Mr Gisborne also spoke of the importance of some assurance being given as to the Redistribution of Seats Bill.	[795, 1217, 946, 1244]
col4-paragraph: On the second reading of the Elective Council Bill,	[481, 899, 632, 917]
col5-paragraph: There was a long discussion on a motion by the Hon Mr. Acland that the New County of Timaru should not be constituted. The general opinion was against the sub-division of Counties, as likely to create local ill-feeling, and increase the expense of local government.	[638, 288, 789, 340]
col3-paragraph: Replying to Mr Montgomery,	[331, 1016, 419, 1026]
